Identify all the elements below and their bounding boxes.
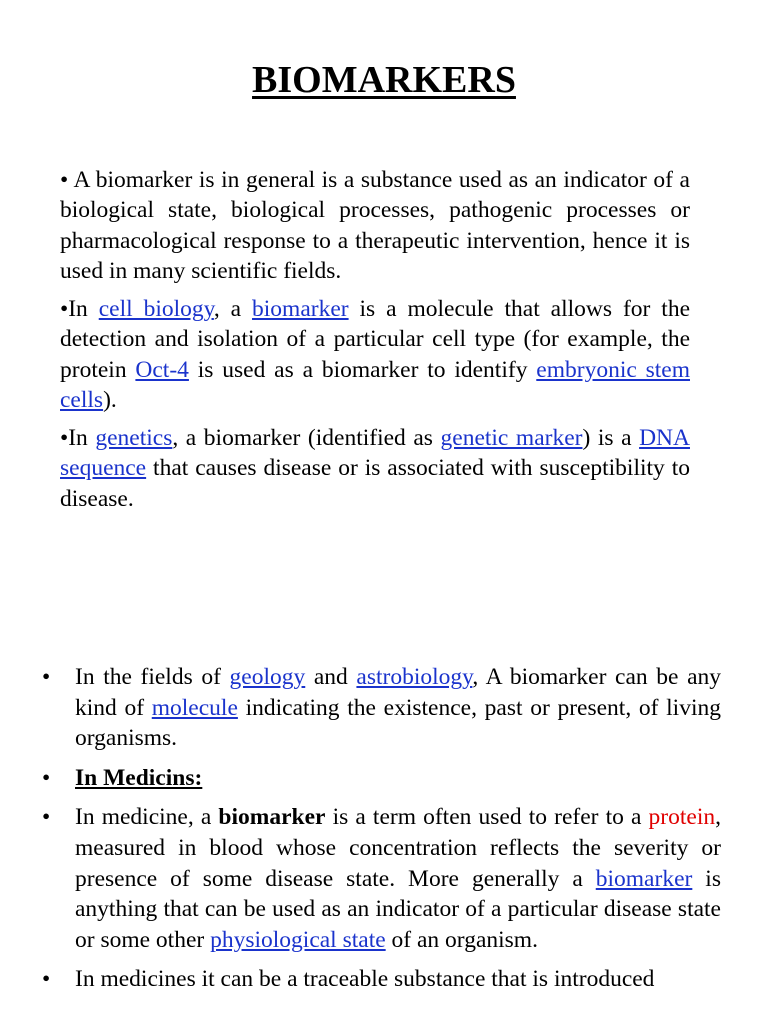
text-segment: In the fields of [75,664,230,690]
text-segment: indicating the existence, past or present, of living organisms. [75,694,721,752]
bullet-icon: • [42,804,51,831]
list-item-medicine-heading [0,763,721,794]
page-title: BIOMARKERS [252,59,516,101]
paragraph-definition-text: • A biomarker is in general is a substance used as an indicator of a biological state, biological processes, pathogenic processes or pharmacological response to a therapeutic intervention, hence it is used in many scientific fields. [60,167,690,285]
text-segment: is a term often used to refer to a [325,804,649,831]
text-segment: ). [103,387,117,414]
link-biomarker[interactable]: biomarker [252,296,349,322]
text-segment: In medicines it can be a traceable substance that is introduced [75,966,655,993]
text-segment: , measured in blood whose concentration reflects the severity or presence of some disease state. More generally a [75,804,721,892]
text-segment: is anything that can be used as an indicator of a particular disease state or some other [75,865,721,953]
link-oct-4[interactable]: Oct-4 [135,356,189,383]
text-segment: , a [213,296,253,322]
text-segment: In medicine, a [75,804,219,831]
paragraph-definition [60,165,690,287]
text-segment: that causes disease or is associated with susceptibility to disease. [60,455,690,512]
link-genetics[interactable]: genetics [95,425,173,451]
bullet-icon: • [42,664,51,690]
link-geology[interactable]: geology [229,664,306,690]
bullet-icon: • [42,966,51,993]
list-item-medicines-traceable [0,964,721,995]
bullet-icon: • [42,764,51,791]
highlight-term-protein: protein [648,804,716,831]
link-dna-sequence[interactable]: DNA sequence [60,425,690,482]
bullet-list [0,662,768,1004]
text-segment: and [305,664,357,690]
bold-term: biomarker [218,804,326,831]
text-segment: is a molecule that allows for the detection and isolation of a particular cell type (for example, the protein [60,296,690,383]
text-segment: , A biomarker can be any kind of [75,664,722,721]
link-embryonic-stem-cells[interactable]: embryonic stem cells [60,356,690,414]
text-segment: is used as a biomarker to identify [188,356,537,383]
link-genetic-marker[interactable]: genetic marker [440,425,583,451]
text-segment: ) is a [582,425,640,451]
link-molecule[interactable]: molecule [151,694,238,721]
text-segment: •In [60,425,96,451]
list-item-medicine [0,802,721,955]
link-cell-biology[interactable]: cell biology [98,296,214,322]
list-item-geology [0,662,721,754]
section-heading: In Medicins: [75,764,203,791]
text-segment: of an organism. [385,926,538,953]
link-physiological-state[interactable]: physiological state [210,926,386,953]
link-biomarker-2[interactable]: biomarker [595,865,693,892]
paragraph-cell-biology [60,294,690,416]
text-segment: , a biomarker (identified as [172,425,441,451]
paragraph-genetics [60,423,690,514]
text-segment: •In [60,296,99,322]
link-astrobiology[interactable]: astrobiology [356,664,473,690]
